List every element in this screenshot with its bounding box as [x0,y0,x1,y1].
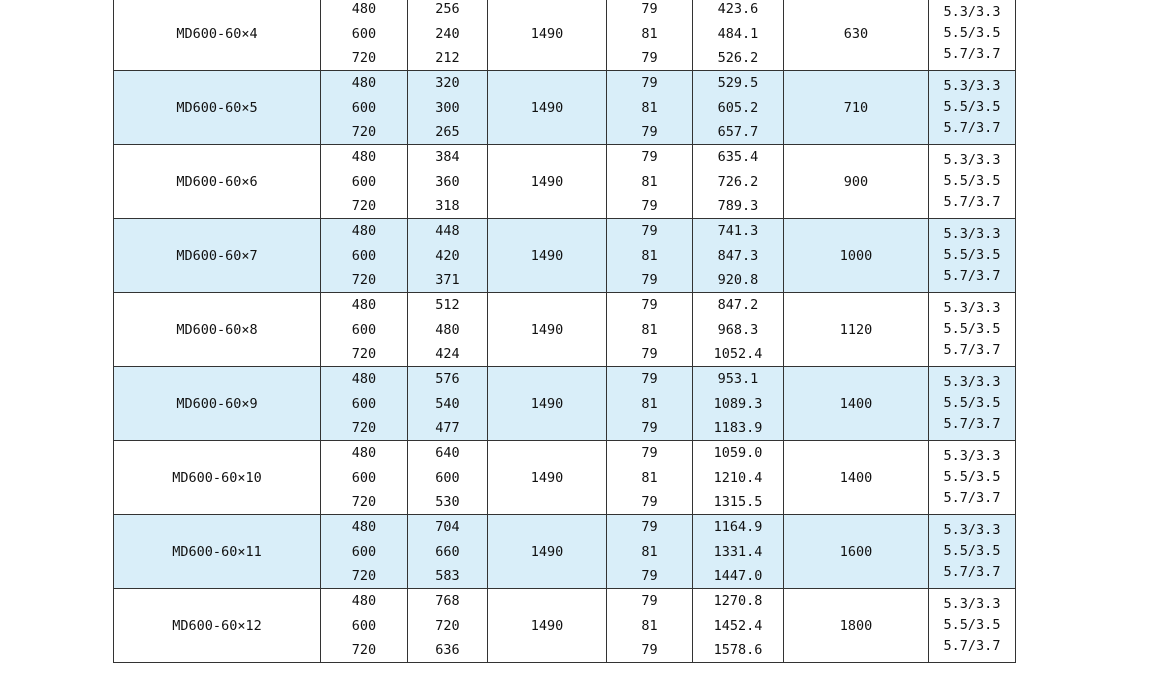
efficiency-cell-value: 79 [641,75,658,91]
npsh-cell-value: 5.5/3.5 [943,395,1001,411]
table-row [114,71,1016,145]
head-cell [408,145,488,219]
head-cell-value: 300 [435,99,460,116]
flow-cell-value: 600 [351,321,377,338]
flow-cell [321,367,408,441]
power-cell [693,515,784,589]
model-cell: MD600-60×6 [114,145,321,219]
npsh-cell-value: 5.5/3.5 [943,247,1001,263]
power-cell-value: 920.8 [717,272,759,288]
flow-cell [321,219,408,293]
power-cell-value: 1059.0 [713,445,763,461]
head-cell-value: 768 [435,593,460,609]
npsh-cell [929,441,1016,515]
npsh-cell-value: 5.3/3.3 [943,226,1001,242]
npsh-cell-value: 5.3/3.3 [943,448,1001,464]
head-cell-value: 480 [435,321,460,338]
head-cell-value: 384 [435,149,460,165]
head-cell-value: 477 [435,420,460,436]
head-cell-value: 320 [435,75,460,91]
power-cell-value: 1315.5 [713,494,763,510]
flow-cell-value: 480 [351,223,377,239]
table-row [114,515,1016,589]
efficiency-cell-value: 81 [641,395,658,412]
flow-cell-value: 720 [351,124,377,140]
head-cell-value: 636 [435,642,460,658]
npsh-cell-value: 5.7/3.7 [943,564,1001,580]
flow-cell-value: 480 [351,297,377,313]
flow-cell-value: 720 [351,642,377,658]
motor-power-cell: 1120 [784,293,929,367]
flow-cell-value: 720 [351,198,377,214]
speed-cell: 1490 [488,145,607,219]
npsh-cell-value: 5.3/3.3 [943,300,1001,316]
flow-cell [321,145,408,219]
npsh-cell-value: 5.3/3.3 [943,78,1001,94]
efficiency-cell-value: 79 [641,593,658,609]
head-cell-value: 240 [435,25,460,42]
speed-cell: 1490 [488,0,607,71]
efficiency-cell [607,589,693,663]
npsh-cell-value: 5.5/3.5 [943,617,1001,633]
head-cell-value: 600 [435,469,460,486]
head-cell-value: 660 [435,543,460,560]
efficiency-cell [607,293,693,367]
flow-cell-value: 480 [351,445,377,461]
npsh-cell [929,367,1016,441]
model-cell: MD600-60×10 [114,441,321,515]
power-cell-value: 526.2 [717,50,759,66]
efficiency-cell-value: 79 [641,494,658,510]
power-cell-value: 847.2 [717,297,759,313]
power-cell-value: 1270.8 [713,593,763,609]
power-cell-value: 726.2 [717,173,759,190]
power-cell-value: 1052.4 [713,346,763,362]
motor-power-cell: 1400 [784,441,929,515]
model-cell: MD600-60×12 [114,589,321,663]
head-cell-value: 424 [435,346,460,362]
npsh-cell [929,293,1016,367]
npsh-cell-value: 5.5/3.5 [943,99,1001,115]
pump-spec-table [113,0,1016,663]
power-cell-value: 423.6 [717,1,759,17]
npsh-cell [929,145,1016,219]
power-cell-value: 484.1 [717,25,759,42]
flow-cell-value: 600 [351,543,377,560]
npsh-cell-value: 5.5/3.5 [943,321,1001,337]
flow-cell-value: 600 [351,617,377,634]
npsh-cell-value: 5.3/3.3 [943,152,1001,168]
power-cell [693,589,784,663]
efficiency-cell-value: 79 [641,124,658,140]
flow-cell-value: 480 [351,519,377,535]
motor-power-cell: 1600 [784,515,929,589]
flow-cell-value: 720 [351,420,377,436]
power-cell-value: 741.3 [717,223,759,239]
efficiency-cell [607,441,693,515]
head-cell-value: 371 [435,272,460,288]
table-row [114,219,1016,293]
power-cell [693,0,784,71]
head-cell [408,367,488,441]
head-cell-value: 512 [435,297,460,313]
power-cell-value: 968.3 [717,321,759,338]
table-body [114,0,1016,663]
efficiency-cell-value: 79 [641,346,658,362]
npsh-cell-value: 5.5/3.5 [943,469,1001,485]
power-cell [693,367,784,441]
efficiency-cell-value: 79 [641,568,658,584]
table-row [114,293,1016,367]
head-cell-value: 256 [435,1,460,17]
flow-cell [321,71,408,145]
npsh-cell [929,0,1016,71]
flow-cell-value: 480 [351,593,377,609]
flow-cell-value: 600 [351,99,377,116]
npsh-cell-value: 5.7/3.7 [943,46,1001,62]
npsh-cell-value: 5.7/3.7 [943,342,1001,358]
power-cell [693,441,784,515]
head-cell-value: 530 [435,494,460,510]
npsh-cell-value: 5.3/3.3 [943,522,1001,538]
speed-cell: 1490 [488,589,607,663]
npsh-cell-value: 5.3/3.3 [943,374,1001,390]
model-cell: MD600-60×8 [114,293,321,367]
flow-cell-value: 600 [351,25,377,42]
flow-cell-value: 720 [351,346,377,362]
flow-cell-value: 600 [351,173,377,190]
table-row [114,0,1016,71]
npsh-cell [929,71,1016,145]
head-cell-value: 420 [435,247,460,264]
power-cell-value: 1210.4 [713,469,763,486]
power-cell-value: 953.1 [717,371,759,387]
efficiency-cell-value: 79 [641,1,658,17]
speed-cell: 1490 [488,441,607,515]
model-cell: MD600-60×9 [114,367,321,441]
head-cell-value: 265 [435,124,460,140]
npsh-cell-value: 5.7/3.7 [943,194,1001,210]
npsh-cell [929,589,1016,663]
power-cell-value: 657.7 [717,124,759,140]
flow-cell-value: 600 [351,395,377,412]
efficiency-cell [607,219,693,293]
head-cell [408,0,488,71]
efficiency-cell-value: 81 [641,247,658,264]
speed-cell: 1490 [488,293,607,367]
head-cell-value: 212 [435,50,460,66]
efficiency-cell-value: 81 [641,321,658,338]
flow-cell-value: 600 [351,247,377,264]
speed-cell: 1490 [488,71,607,145]
model-cell: MD600-60×4 [114,0,321,71]
efficiency-cell-value: 81 [641,469,658,486]
head-cell-value: 583 [435,568,460,584]
efficiency-cell [607,0,693,71]
npsh-cell-value: 5.3/3.3 [943,596,1001,612]
efficiency-cell-value: 79 [641,642,658,658]
flow-cell-value: 720 [351,494,377,510]
speed-cell: 1490 [488,219,607,293]
head-cell-value: 540 [435,395,460,412]
power-cell-value: 789.3 [717,198,759,214]
model-cell: MD600-60×11 [114,515,321,589]
head-cell-value: 576 [435,371,460,387]
flow-cell [321,515,408,589]
power-cell-value: 1164.9 [713,519,763,535]
npsh-cell-value: 5.7/3.7 [943,268,1001,284]
table-row [114,367,1016,441]
motor-power-cell: 630 [784,0,929,71]
flow-cell [321,441,408,515]
head-cell [408,219,488,293]
motor-power-cell: 1400 [784,367,929,441]
motor-power-cell: 1000 [784,219,929,293]
head-cell-value: 318 [435,198,460,214]
npsh-cell [929,219,1016,293]
efficiency-cell [607,145,693,219]
table-row [114,441,1016,515]
efficiency-cell-value: 79 [641,519,658,535]
efficiency-cell-value: 81 [641,25,658,42]
flow-cell [321,293,408,367]
flow-cell-value: 480 [351,75,377,91]
flow-cell-value: 480 [351,149,377,165]
head-cell-value: 640 [435,445,460,461]
flow-cell-value: 720 [351,272,377,288]
model-cell: MD600-60×5 [114,71,321,145]
npsh-cell-value: 5.5/3.5 [943,173,1001,189]
npsh-cell-value: 5.5/3.5 [943,543,1001,559]
npsh-cell-value: 5.3/3.3 [943,4,1001,20]
head-cell-value: 720 [435,617,460,634]
power-cell-value: 529.5 [717,75,759,91]
head-cell [408,515,488,589]
power-cell-value: 1183.9 [713,420,763,436]
npsh-cell [929,515,1016,589]
head-cell-value: 448 [435,223,460,239]
efficiency-cell-value: 79 [641,272,658,288]
efficiency-cell-value: 81 [641,617,658,634]
power-cell-value: 847.3 [717,247,759,264]
power-cell-value: 1578.6 [713,642,763,658]
speed-cell: 1490 [488,515,607,589]
speed-cell: 1490 [488,367,607,441]
power-cell [693,71,784,145]
power-cell-value: 1447.0 [713,568,763,584]
efficiency-cell-value: 81 [641,543,658,560]
power-cell-value: 1089.3 [713,395,763,412]
efficiency-cell-value: 81 [641,173,658,190]
efficiency-cell [607,515,693,589]
power-cell-value: 635.4 [717,149,759,165]
efficiency-cell-value: 79 [641,445,658,461]
npsh-cell-value: 5.5/3.5 [943,25,1001,41]
power-cell-value: 1331.4 [713,543,763,560]
npsh-cell-value: 5.7/3.7 [943,416,1001,432]
head-cell-value: 360 [435,173,460,190]
motor-power-cell: 710 [784,71,929,145]
power-cell [693,219,784,293]
head-cell [408,589,488,663]
flow-cell-value: 480 [351,371,377,387]
motor-power-cell: 1800 [784,589,929,663]
table-row [114,589,1016,663]
efficiency-cell-value: 79 [641,198,658,214]
efficiency-cell [607,71,693,145]
power-cell-value: 1452.4 [713,617,763,634]
flow-cell-value: 480 [351,1,377,17]
flow-cell-value: 600 [351,469,377,486]
model-cell: MD600-60×7 [114,219,321,293]
efficiency-cell-value: 81 [641,99,658,116]
head-cell [408,441,488,515]
head-cell [408,71,488,145]
flow-cell [321,0,408,71]
head-cell-value: 704 [435,519,460,535]
flow-cell-value: 720 [351,568,377,584]
power-cell-value: 605.2 [717,99,759,116]
flow-cell [321,589,408,663]
power-cell [693,293,784,367]
table-row [114,145,1016,219]
flow-cell-value: 720 [351,50,377,66]
efficiency-cell-value: 79 [641,223,658,239]
power-cell [693,145,784,219]
efficiency-cell-value: 79 [641,420,658,436]
efficiency-cell-value: 79 [641,371,658,387]
motor-power-cell: 900 [784,145,929,219]
npsh-cell-value: 5.7/3.7 [943,120,1001,136]
npsh-cell-value: 5.7/3.7 [943,490,1001,506]
efficiency-cell-value: 79 [641,50,658,66]
efficiency-cell-value: 79 [641,149,658,165]
efficiency-cell [607,367,693,441]
npsh-cell-value: 5.7/3.7 [943,638,1001,654]
efficiency-cell-value: 79 [641,297,658,313]
head-cell [408,293,488,367]
